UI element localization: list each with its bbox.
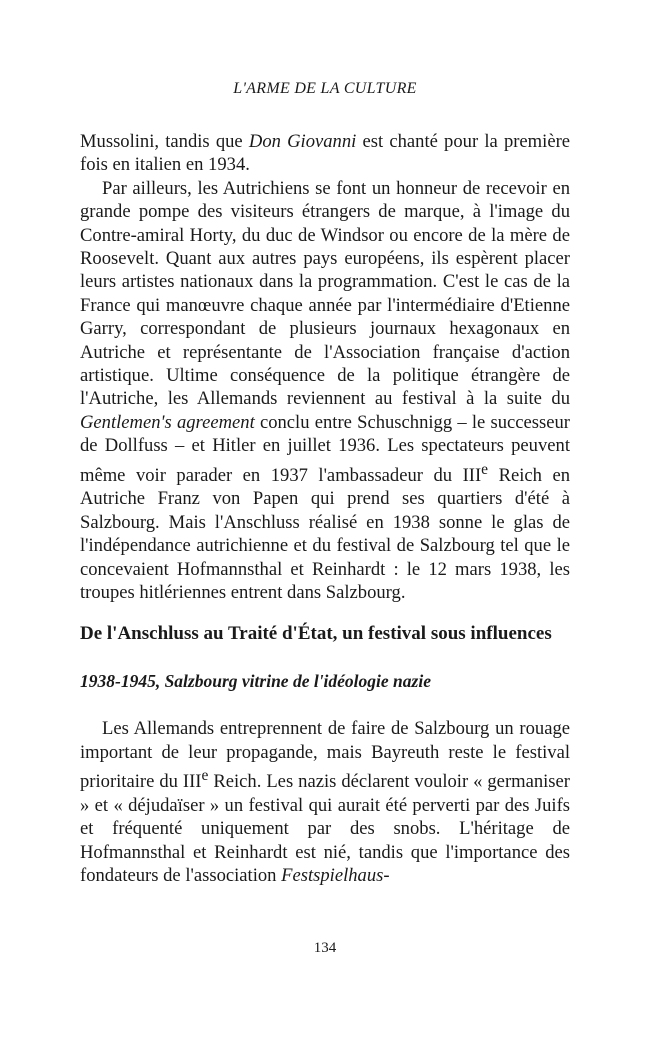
paragraph-3-text-a: Les Allemands entreprennent de faire de Salzbourg un rouage important de leur propagande, mais Bayreuth reste le festival prioritaire du III [80, 718, 570, 793]
paragraph-2-superscript: e [481, 460, 489, 478]
paragraph-2-italic-term: Gentlemen's agreement [80, 411, 255, 433]
paragraph-3-superscript: e [201, 767, 209, 785]
section-heading: De l'Anschluss au Traité d'État, un festival sous influences [80, 623, 552, 645]
paragraph-2-text-a: Par ailleurs, les Autrichiens se font un honneur de recevoir en grande pompe des visiteurs étrangers de marque, à l'image du Contre-amiral Horty, du duc de Windsor ou encore de la mère de Roosevelt. Quant aux autres pays européens, ils espèrent placer leurs artistes nationaux dans la programmation. C'est le cas de la France qui manœuvre chaque année par l'intermédiaire d'Etienne Garry, correspondant de plusieurs journaux hexagonaux en Autriche et représentante de l'Association française d'action artistique. Ultime conséquence de la politique étrangère de l'Autriche, les Allemands reviennent au festival à la suite du [80, 177, 570, 410]
body-text [80, 130, 570, 887]
paragraph-1-italic-title: Don Giovanni [248, 131, 357, 152]
paragraph-1-text-c: est chanté pour la première fois en italien en 1934. [80, 131, 571, 176]
running-head: L'ARME DE LA CULTURE [233, 80, 417, 97]
page-number: 134 [313, 940, 337, 956]
paragraph-2-text-d: Reich en Autriche Franz von Papen qui prend ses quartiers d'été à Salzbourg. Mais l'Anschluss réalisé en 1938 sonne le glas de l'indépendance autrichienne et du festival de Salzbourg tel que le concevaient Hofmannsthal et Reinhardt : le 12 mars 1938, les troupes hitlériennes entrent dans Salzbourg. [80, 464, 571, 603]
subsection-heading: 1938-1945, Salzbourg vitrine de l'idéologie nazie [80, 671, 431, 692]
paragraph-3 [80, 717, 570, 887]
paragraph-3-italic-term: Festspielhaus- [281, 864, 390, 886]
paragraph-1 [80, 130, 570, 177]
paragraph-2 [80, 177, 570, 605]
paragraph-1-text-a: Mussolini, tandis que [80, 131, 249, 152]
paragraph-2-text-c: conclu entre Schuschnigg – le successeur de Dollfuss – et Hitler en juillet 1936. Les spectateurs peuvent même voir parader en 1937 l'ambassadeur du III [80, 411, 570, 486]
paragraph-3-text-b: Reich. Les nazis déclarent vouloir « germaniser » et « déjudaïser » un festival qui aurait été perverti par des Juifs et fréquenté uniquement par des snobs. L'héritage de Hofmannsthal et Reinhardt est nié, tandis que l'importance des fondateurs de l'association [80, 771, 570, 886]
